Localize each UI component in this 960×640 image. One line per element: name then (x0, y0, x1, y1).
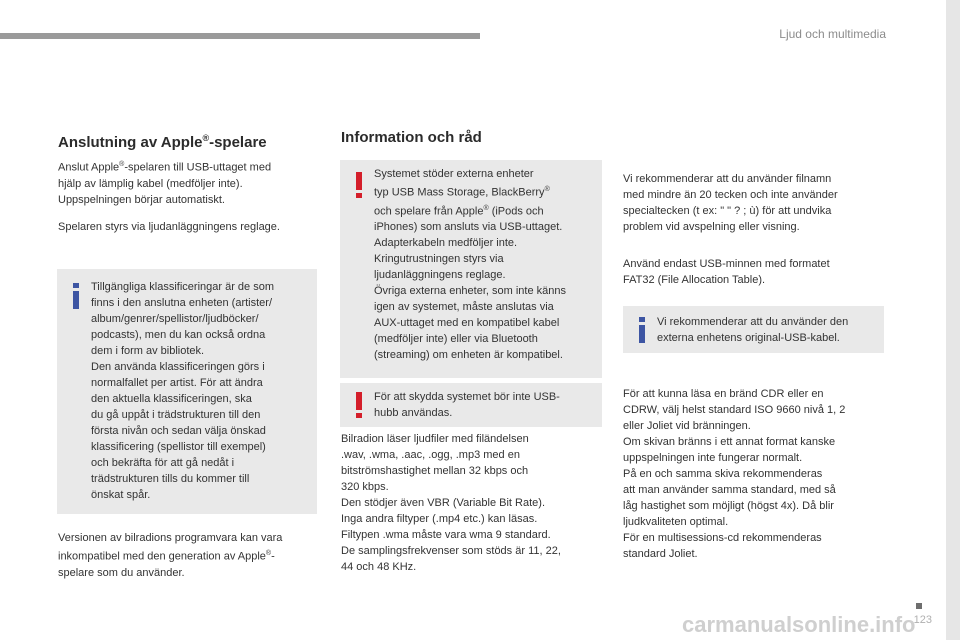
header-rule (0, 33, 480, 39)
page-edge-bar (946, 0, 960, 640)
info-box-text: Tillgängliga klassificeringar är de som finns i den anslutna enheten (artister/ album/genrer/spellistor/ljudböcker/ podcasts), men du kan också ordna dem i form av bibliotek. Den använda klassificeringen görs i normalfallet per artist. För att ändra den aktuella klassificeringen, ska du gå uppåt i trädstrukturen till den första nivån och sedan välja önskad klassificering (spellistor till exempel) och bekräfta för att gå nedåt i trädstrukturen tills du kommer till önskat spår. (91, 281, 275, 501)
section-title: Ljud och multimedia (779, 27, 886, 41)
watermark: carmanualsonline.info (682, 612, 916, 637)
left-control-paragraph: Spelaren styrs via ljudanläggningens reglage. (58, 221, 280, 233)
warning-box-supported-devices (340, 160, 602, 378)
right-filenames-paragraph: Vi rekommenderar att du använder filnamn med mindre än 20 tecken och inte använder specialtecken (t ex: " " ? ; ù) för att undvika problem vid avspelning eller visning. (623, 173, 838, 233)
page-marker (916, 603, 922, 609)
middle-file-formats-paragraph: Bilradion läser ljudfiler med filändelsen .wav, .wma, .aac, .ogg, .mp3 med en bitströmshastighet mellan 32 kbps och 320 kbps. Den stödjer även VBR (Variable Bit Rate). Inga andra filtyper (.mp4 etc.) kan läsas. Filtypen .wma måste vara wma 9 standard. De samplingsfrekvenser som stöds är 11, 22, 44 och 48 KHz. (341, 433, 561, 573)
warning-box-usb-hub (340, 383, 602, 427)
warning-box-text: Systemet stöder externa enheter typ USB Mass Storage, BlackBerry® och spelare från Apple® (iPods och iPhones) som ansluts via USB-uttaget. Adapterkabeln medföljer inte. Kringutrustningen styrs via ljudanläggningens reglage. Övriga externa enheter, som inte känns igen av systemet, måste anslutas via AUX-uttaget med en kompatibel kabel (medföljer inte) eller via Bluetooth (streaming) om enheten är kompatibel. (374, 168, 566, 362)
warning-icon (354, 392, 364, 418)
left-title: Anslutning av Apple®-spelare (58, 133, 267, 151)
page-number: 123 (913, 614, 932, 626)
info-icon (71, 283, 81, 309)
warning-box-text: För att skydda systemet bör inte USB- hubb användas. (374, 391, 560, 419)
info-box-classifications (57, 269, 317, 514)
info-icon (637, 317, 647, 343)
left-version-paragraph: Versionen av bilradions programvara kan vara inkompatibel med den generation av Apple®- spelare som du använder. (58, 532, 283, 579)
warning-icon (354, 172, 364, 198)
info-box-usb-cable (623, 306, 884, 353)
info-box-text: Vi rekommenderar att du använder den externa enhetens original-USB-kabel. (657, 316, 849, 344)
right-fat32-paragraph: Använd endast USB-minnen med formatet FAT32 (File Allocation Table). (623, 258, 830, 286)
middle-title: Information och råd (341, 129, 482, 146)
right-cd-paragraph: För att kunna läsa en bränd CDR eller en CDRW, välj helst standard ISO 9660 nivå 1, 2 eller Joliet vid bränningen. Om skivan bränns i ett annat format kanske uppspelningen inte fungerar normalt. På en och samma skiva rekommenderas att man använder samma standard, med så låg hastighet som möjligt (högst 4x). Då blir ljudkvaliteten optimal. För en multisessions-cd rekommenderas standard Joliet. (623, 388, 846, 560)
left-intro-paragraph: Anslut Apple®-spelaren till USB-uttaget med hjälp av lämplig kabel (medföljer inte). Uppspelningen börjar automatiskt. (58, 161, 272, 206)
